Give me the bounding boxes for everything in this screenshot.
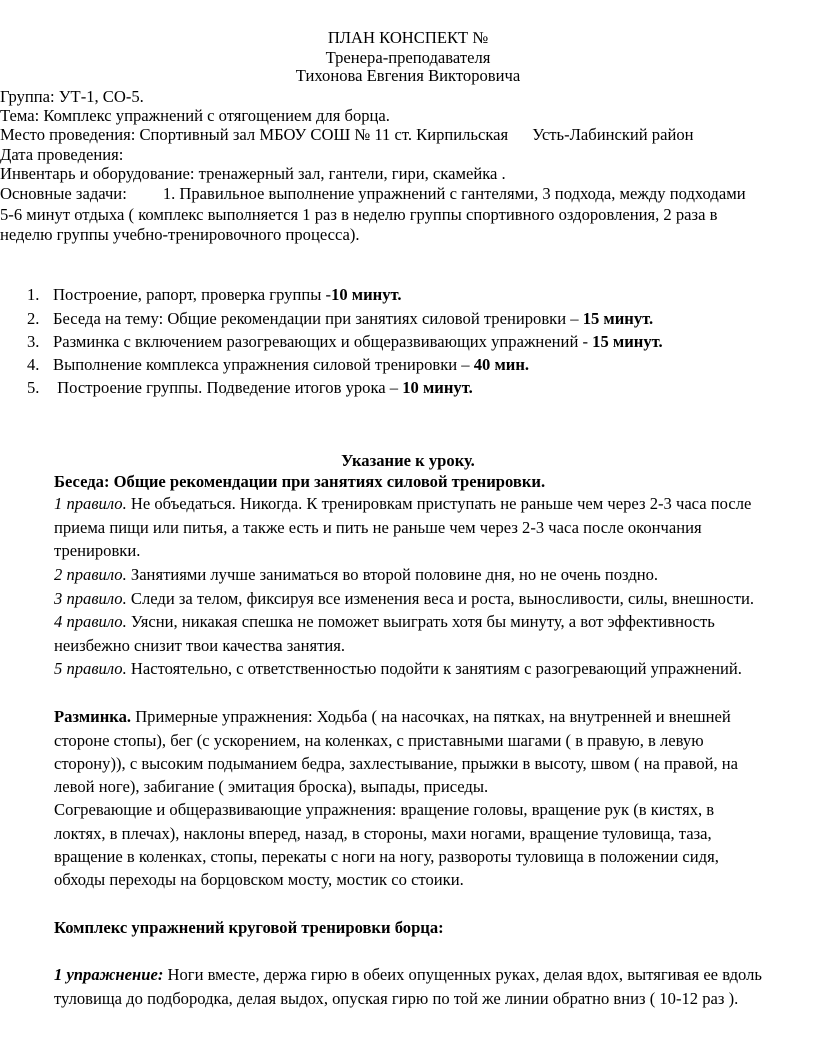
plan-item-duration: 10 минут.: [402, 378, 473, 397]
rule-4-text: Уясни, никакая спешка не поможет выиграть хотя бы минуту, а вот эффективность: [126, 612, 715, 631]
rule-3-line-1: [54, 589, 754, 609]
doc-author: Тихонова Евгения Викторовича: [295, 66, 521, 85]
warmup-line-5: Согревающие и общеразвивающие упражнения: вращение головы, вращение рук (в кистях, в: [54, 800, 715, 819]
tasks-label: Основные задачи:: [0, 184, 127, 203]
plan-item: [27, 355, 529, 375]
plan-item-duration: 10 минут.: [331, 285, 402, 304]
plan-item-text: Построение группы. Подведение итогов урока –: [53, 378, 403, 397]
rule-5-label: 5 правило.: [54, 659, 127, 678]
rule-1-line-2: приема пищи или питья, а также есть и пить не раньше чем через 2-3 часа после окончания: [54, 518, 702, 537]
warmup-line-4: левой ноге), забигание ( эмитация броска), выпады, приседы.: [54, 777, 489, 796]
plan-item-number: 5.: [27, 378, 40, 397]
place-text: Место проведения: Спортивный зал МБОУ СОШ № 11 ст. Кирпильская: [0, 125, 509, 144]
rule-5-line-1: [54, 659, 742, 679]
doc-subtitle: Тренера-преподавателя: [325, 48, 491, 67]
exercise-1-line-2: туловища до подбородка, делая выдох, опуская гирю по той же линии обратно вниз ( 10-12 раз ).: [54, 989, 739, 1008]
warmup-line-7: вращение в коленках, стопы, перекаты с ноги на ногу, развороты туловища в положении сидя,: [54, 847, 719, 866]
exercise-1-text: Ноги вместе, держа гирю в обеих опущенных руках, делая вдох, вытягивая ее вдоль: [163, 965, 762, 984]
warmup-label: Разминка.: [54, 707, 132, 726]
rule-4-line-1: [54, 612, 715, 632]
rule-2-text: Занятиями лучше заниматься во второй половине дня, но не очень поздно.: [126, 565, 659, 584]
place-line: [0, 125, 694, 145]
rule-4-line-2: неизбежно снизит твои качества занятия.: [54, 636, 346, 655]
inventory-line: Инвентарь и оборудование: тренажерный зал, гантели, гири, скамейка .: [0, 164, 506, 183]
plan-item-duration: 15 минут.: [582, 309, 654, 328]
tasks-text-1: 1. Правильное выполнение упражнений с гантелями, 3 подхода, между подходами: [162, 184, 746, 203]
plan-item-text: Выполнение комплекса упражнения силовой тренировки –: [53, 355, 474, 374]
plan-item-number: 1.: [27, 285, 40, 304]
plan-item-number: 3.: [27, 332, 40, 351]
tasks-line-1: [0, 184, 746, 204]
plan-item: [27, 378, 473, 398]
instructions-subtitle: Беседа: Общие рекомендации при занятиях силовой тренировки.: [54, 472, 546, 491]
instructions-title: Указание к уроку.: [341, 451, 475, 470]
topic-line: Тема: Комплекс упражнений с отягощением для борца.: [0, 106, 390, 125]
doc-title: ПЛАН КОНСПЕКТ №: [327, 28, 489, 47]
rule-1-text: Не объедаться. Никогда. К тренировкам приступать не раньше чем через 2-3 часа после: [126, 494, 752, 513]
plan-item-text: Разминка с включением разогревающих и общеразвивающих упражнений -: [53, 332, 593, 351]
warmup-line-3: сторону)), с высоким подыманием бедра, захлестывание, прыжки в высоту, швом ( на правой, на: [54, 754, 739, 773]
group-line: Группа: УТ-1, СО-5.: [0, 87, 144, 106]
plan-item: [27, 309, 653, 329]
tasks-line-2: 5-6 минут отдыха ( комплекс выполняется 1 раз в неделю группы спортивного оздоровления, 2 раза в: [0, 205, 718, 224]
plan-item-number: 4.: [27, 355, 40, 374]
rule-1-line-3: тренировки.: [54, 541, 141, 560]
exercise-1-label: 1 упражнение:: [54, 965, 164, 984]
plan-item: [27, 332, 663, 352]
rule-1-line-1: [54, 494, 751, 514]
plan-item-number: 2.: [27, 309, 40, 328]
date-line: Дата проведения:: [0, 145, 124, 164]
plan-item-text: Беседа на тему: Общие рекомендации при занятиях силовой тренировки –: [53, 309, 583, 328]
warmup-line-8: обходы переходы на борцовском мосту, мостик со стоики.: [54, 870, 464, 889]
warmup-line-1: [54, 707, 731, 727]
rule-3-label: 3 правило.: [54, 589, 127, 608]
plan-item-duration: 40 мин.: [473, 355, 530, 374]
rule-1-label: 1 правило.: [54, 494, 127, 513]
complex-title: Комплекс упражнений круговой тренировки борца:: [54, 918, 444, 937]
rule-3-text: Следи за телом, фиксируя все изменения веса и роста, выносливости, силы, внешности.: [126, 589, 755, 608]
rule-4-label: 4 правило.: [54, 612, 127, 631]
warmup-text-1: Примерные упражнения: Ходьба ( на насочках, на пятках, на внутренней и внешней: [131, 707, 731, 726]
rule-2-line-1: [54, 565, 658, 585]
plan-item-text: Построение, рапорт, проверка группы -: [53, 285, 332, 304]
warmup-line-2: стороне стопы), бег (с ускорением, на коленках, с приставными шагами ( в правую, в левую: [54, 731, 704, 750]
district-text: Усть-Лабинский район: [532, 125, 694, 144]
plan-item: [27, 285, 402, 305]
exercise-1-line-1: [54, 965, 762, 985]
rule-5-text: Настоятельно, с ответственностью подойти к занятиям с разогревающий упражнений.: [126, 659, 742, 678]
warmup-line-6: локтях, в плечах), наклоны вперед, назад, в стороны, махи ногами, вращение туловища, таза,: [54, 824, 712, 843]
tasks-line-3: неделю группы учебно-тренировочного процесса).: [0, 225, 360, 244]
plan-item-duration: 15 минут.: [592, 332, 663, 351]
rule-2-label: 2 правило.: [54, 565, 127, 584]
